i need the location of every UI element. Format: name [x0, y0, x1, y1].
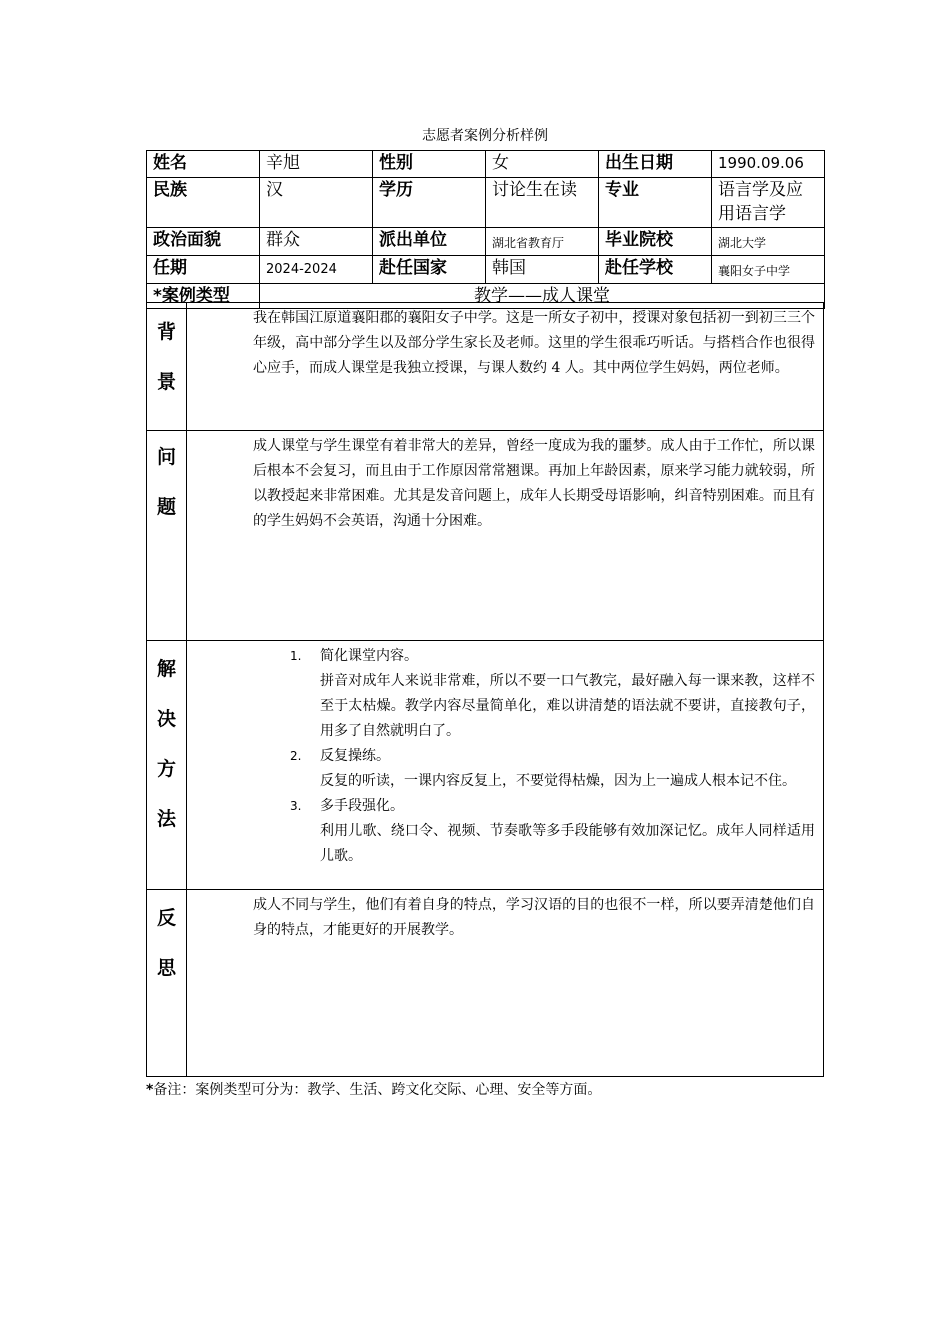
school-value: 湖北大学 — [712, 228, 825, 256]
info-table — [146, 150, 825, 309]
info-row-name — [147, 151, 825, 178]
reflection-text: 成人不同与学生，他们有着自身的特点，学习汉语的目的也很不一样，所以要弄清楚他们自身的特点，才能更好的开展教学。 — [187, 890, 824, 1077]
major-label: 专业 — [599, 178, 712, 228]
dispatch-value: 湖北省教育厅 — [486, 228, 599, 256]
birth-label: 出生日期 — [599, 151, 712, 178]
education-value: 讨论生在读 — [486, 178, 599, 228]
document-title: 志愿者案例分析样例 — [422, 128, 548, 144]
background-text: 我在韩国江原道襄阳郡的襄阳女子中学。这是一所女子初中，授课对象包括初一到初三三个年级，高中部分学生以及部分学生家长及老师。这里的学生很乖巧听话。与搭档合作也很得心应手，而成人课堂是我独立授课，与课人数约 4 人。其中两位学生妈妈，两位老师。 — [187, 303, 824, 431]
country-value: 韩国 — [486, 256, 599, 284]
solution-step: 3. 多手段强化。 利用儿歌、绕口令、视频、节奏歌等多手段能够有效加深记忆。成年人同样适用儿歌。 — [290, 798, 815, 864]
political-label: 政治面貌 — [147, 228, 260, 256]
problem-label: 问 题 — [147, 431, 187, 641]
gender-value: 女 — [486, 151, 599, 178]
name-label: 姓名 — [147, 151, 260, 178]
ethnic-label: 民族 — [147, 178, 260, 228]
problem-text: 成人课堂与学生课堂有着非常大的差异，曾经一度成为我的噩梦。成人由于工作忙，所以课后根本不会复习，而且由于工作原因常常翘课。再加上年龄因素，原来学习能力就较弱，所以教授起来非常困难。尤其是发音问题上，成年人长期受母语影响，纠音特别困难。而且有的学生妈妈不会英语，沟通十分困难。 — [187, 431, 824, 641]
background-label: 背 景 — [147, 303, 187, 431]
birth-value: 1990.09.06 — [712, 151, 825, 178]
solution-step: 2. 反复操练。 反复的听读，一课内容反复上，不要觉得枯燥，因为上一遍成人根本记不住。 — [290, 748, 796, 789]
country-label: 赴任国家 — [373, 256, 486, 284]
solution-label: 解 决 方 法 — [147, 641, 187, 890]
info-row-term — [147, 256, 825, 284]
info-row-political — [147, 228, 825, 256]
education-label: 学历 — [373, 178, 486, 228]
school-label: 毕业院校 — [599, 228, 712, 256]
info-row-ethnic — [147, 178, 825, 228]
term-label: 任期 — [147, 256, 260, 284]
political-value: 群众 — [260, 228, 373, 256]
sections-table — [146, 302, 824, 1077]
case-type-label: *案例类型 — [147, 284, 260, 309]
ethnic-value: 汉 — [260, 178, 373, 228]
name-value: 辛旭 — [260, 151, 373, 178]
post-value: 襄阳女子中学 — [712, 256, 825, 284]
post-label: 赴任学校 — [599, 256, 712, 284]
reflection-label: 反 思 — [147, 890, 187, 1077]
section-problem — [147, 431, 824, 641]
gender-label: 性别 — [373, 151, 486, 178]
case-type-value: 教学——成人课堂 — [260, 284, 825, 309]
footnote: *备注：案例类型可分为：教学、生活、跨文化交际、心理、安全等方面。 — [146, 1082, 602, 1098]
dispatch-label: 派出单位 — [373, 228, 486, 256]
section-solution — [147, 641, 824, 890]
major-value: 语言学及应用语言学 — [712, 178, 825, 228]
solution-step: 1. 简化课堂内容。 拼音对成年人来说非常难，所以不要一口气教完，最好融入每一课来教，这样不至于太枯燥。教学内容尽量简单化，难以讲清楚的语法就不要讲，直接教句子，用多了自然就明白了。 — [290, 648, 815, 739]
solution-text — [187, 641, 824, 890]
section-reflection — [147, 890, 824, 1077]
term-value: 2024-2024 — [260, 256, 373, 284]
section-background — [147, 303, 824, 431]
